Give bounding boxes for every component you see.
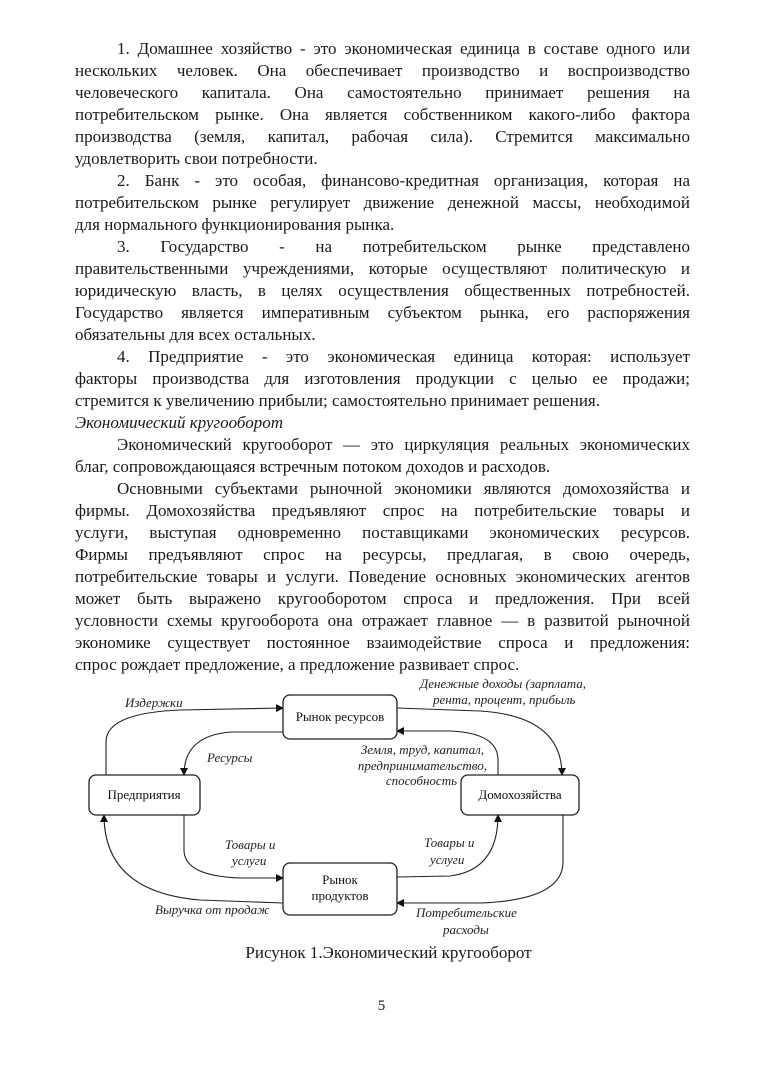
text-line: экономике существует постоянное взаимодействие спроса и предложения: (75, 633, 690, 652)
label-income-2: рента, процент, прибыль (433, 692, 576, 707)
label-factors-3: способность (385, 773, 457, 788)
text-line: 1. Домашнее хозяйство - это экономическая единица в составе одного или (117, 39, 690, 58)
text-line: услуги, выступая одновременно поставщиками экономических ресурсов. (75, 523, 690, 542)
text-line: 2. Банк - это особая, финансово-кредитная организация, которая на (117, 171, 690, 190)
text-line: факторы производства для изготовления продукции с целью ее продажи; (75, 369, 690, 388)
label-resources: Ресурсы (207, 750, 253, 765)
label-goods-right-1: Товары и (424, 835, 475, 850)
arrow-costs (106, 708, 283, 775)
label-goods-left-2: услуги (232, 853, 267, 868)
box-product-market-label-1: Рынок (322, 872, 358, 887)
text-line: Основными субъектами рыночной экономики являются домохозяйства и (117, 479, 690, 498)
text-line: нескольких человек. Она обеспечивает производство и воспроизводство (75, 61, 690, 80)
box-firms-label: Предприятия (107, 787, 181, 802)
label-spending-1: Потребительские (416, 905, 517, 920)
text-line: Экономический кругооборот — это циркуляция реальных экономических (117, 435, 690, 454)
text-line: может быть выражено кругооборотом спроса и предложения. При всей (75, 589, 690, 608)
label-revenue: Выручка от продаж (155, 902, 270, 917)
page-number: 5 (377, 998, 386, 1014)
text-line: потребительском рынке. Она является собственником какого-либо фактора (75, 105, 690, 124)
label-spending-2: расходы (443, 922, 489, 937)
text-line: для нормального функционирования рынка. (75, 215, 395, 234)
box-households-label: Домохозяйства (478, 787, 562, 802)
text-line: потребительские товары и услуги. Поведение основных экономических агентов (75, 567, 690, 586)
box-product-market-label-2: продуктов (311, 888, 369, 903)
text-line: 4. Предприятие - это экономическая единица которая: использует (117, 347, 690, 366)
arrow-spending (397, 815, 563, 903)
text-line: стремится к увеличению прибыли; самостоятельно принимает решения. (75, 391, 600, 410)
label-factors-2: предпринимательство, (357, 758, 487, 773)
text-line: Государство является императивным субъектом рынка, его распоряжения (75, 303, 690, 322)
figure-caption: Рисунок 1.Экономический кругооборот (245, 943, 532, 962)
text-line: обязательны для всех остальных. (75, 325, 316, 344)
label-income-1: Денежные доходы (зарплата, (420, 676, 587, 691)
text-line: производства (земля, капитал, рабочая сила). Стремится максимально (75, 127, 690, 146)
section-heading: Экономический кругооборот (75, 413, 284, 432)
label-costs: Издержки (125, 695, 183, 710)
text-line: 3. Государство - на потребительском рынке представлено (117, 237, 690, 256)
text-line: благ, сопровождающаяся встречным потоком доходов и расходов. (75, 457, 551, 476)
label-goods-left-1: Товары и (225, 837, 276, 852)
text-line: спрос рождает предложение, а предложение развивает спрос. (75, 655, 520, 674)
text-line: правительственными учреждениями, которые осуществляют политическую и (75, 259, 690, 278)
text-line: удовлетворить свои потребности. (75, 149, 318, 168)
label-factors-1: Земля, труд, капитал, (360, 742, 484, 757)
label-goods-right-2: услуги (430, 852, 465, 867)
text-line: Фирмы предъявляют спрос на ресурсы, предлагая, в свою очередь, (75, 545, 690, 564)
text-line: человеческого капитала. Она самостоятельно принимает решения на (75, 83, 690, 102)
text-line: фирмы. Домохозяйства предъявляют спрос на потребительские товары и (75, 501, 690, 520)
text-line: юридическую власть, в целях осуществления общественных потребностей. (75, 281, 690, 300)
box-resource-market-label: Рынок ресурсов (295, 709, 385, 724)
text-line: потребительском рынке регулирует движение денежной массы, необходимой (75, 193, 690, 212)
text-line: условности схемы кругооборота она отражает главное — в развитой рыночной (75, 611, 690, 630)
